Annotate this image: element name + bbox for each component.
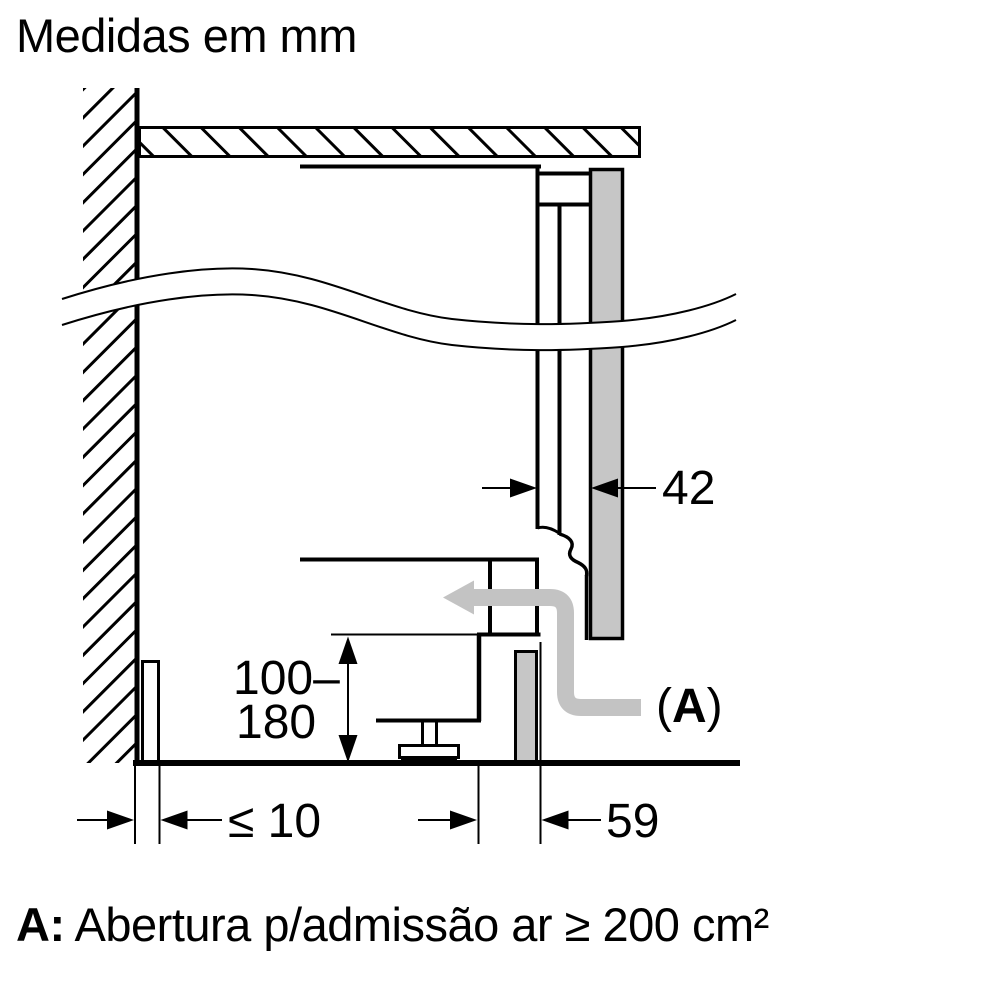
- dimension-label-max10: ≤ 10: [228, 795, 322, 848]
- arrowhead-left-icon: [542, 811, 569, 830]
- arrowhead-up-icon: [339, 637, 358, 665]
- break-band-mask: [62, 268, 736, 350]
- dimension-label-59: 59: [606, 795, 660, 848]
- arrowhead-right-icon: [450, 811, 477, 830]
- dimension-wall-clearance: [77, 795, 321, 848]
- paren-close: ): [706, 680, 723, 733]
- air-intake-label: [656, 680, 723, 733]
- break-band: [62, 268, 736, 350]
- air-intake-letter: A: [671, 680, 707, 733]
- arrowhead-left-icon: [161, 811, 188, 830]
- arrowhead-right-icon: [510, 479, 537, 498]
- footnote-air-intake: [16, 897, 769, 952]
- furniture-door-panel: [591, 170, 623, 639]
- arrowhead-down-icon: [339, 735, 358, 763]
- wall-hatch: [83, 88, 137, 763]
- appliance-top-structure: [300, 166, 591, 640]
- dimension-plinth-height: [233, 635, 477, 763]
- footnote-label: A:: [16, 898, 65, 951]
- base-structure: [133, 558, 740, 764]
- paren-open: (: [656, 680, 672, 733]
- front-connector-line: [538, 527, 560, 533]
- adjustable-foot: [400, 746, 459, 758]
- door-break-squiggle: [560, 534, 587, 576]
- dimension-plinth-recess: [418, 795, 659, 848]
- rear-wall-spacer: [143, 662, 159, 763]
- wall-section: [83, 88, 137, 763]
- plinth-panel: [516, 652, 537, 763]
- arrowhead-right-icon: [107, 811, 134, 830]
- footnote-text: Abertura p/admissão ar ≥ 200 cm²: [64, 898, 769, 951]
- dimension-label-100: 100–: [233, 652, 340, 705]
- dimension-label-180: 180: [236, 696, 317, 749]
- countertop-hatch: [140, 128, 640, 157]
- air-flow-arrowhead-icon: [443, 581, 474, 615]
- dimension-label-42: 42: [662, 462, 716, 515]
- page-title: Medidas em mm: [16, 9, 357, 62]
